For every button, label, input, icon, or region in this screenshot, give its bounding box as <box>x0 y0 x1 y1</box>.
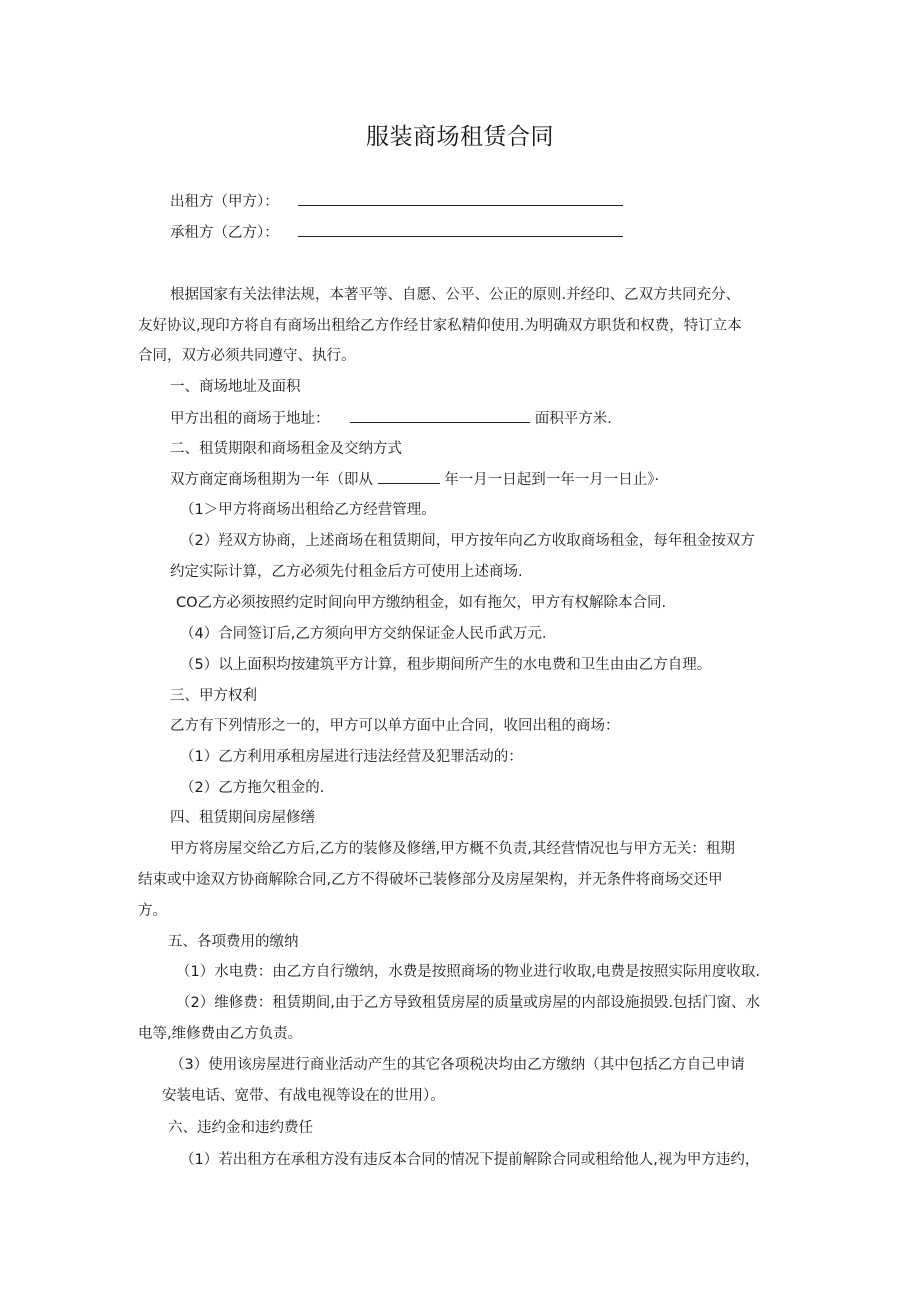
preamble-line-2: 友好协议,现印方将自有商场出租给乙方作经甘家私精仰使用.为明确双方职货和权费，特订立本 <box>138 318 742 334</box>
lessee-label: 承租方（乙方）： <box>170 225 279 241</box>
lessor-label: 出租方（甲方）： <box>170 194 279 210</box>
section-2-item-3: CO乙方必须按照约定时间向甲方缴纳租金，如有拖欠，甲方有权解除本合同. <box>176 595 667 611</box>
section-2-item-5: （5）以上面积均按建筑平方计算，租步期间所产生的水电费和卫生由由乙方自理。 <box>180 657 712 673</box>
section-3-intro: 乙方有下列情形之一的，甲方可以单方面中止合同，收回出租的商场： <box>170 718 620 734</box>
term-suffix: 年一月一日起到一年一月一日止》· <box>444 472 660 488</box>
section-1-address-line <box>170 408 612 429</box>
section-4-line-1: 甲方将房屋交给乙方后,乙方的装修及修缮,甲方概不负责,其经营情况也与甲方无关：租期 <box>170 841 735 857</box>
preamble-line-3: 合同，双方必须共同遵守、执行。 <box>138 348 356 364</box>
lessee-blank[interactable] <box>298 222 623 237</box>
section-4-heading: 四、租赁期间房屋修缮 <box>170 810 315 826</box>
section-2-heading: 二、租赁期限和商场租金及交纳方式 <box>170 441 402 457</box>
term-prefix: 双方商定商场租期为一年（即从 <box>170 472 373 488</box>
section-3-item-1: （1）乙方利用承租房屋进行违法经营及犯罪活动的： <box>180 749 523 765</box>
section-3-item-2: （2）乙方拖欠租金的. <box>180 780 325 796</box>
section-2-item-4: （4）合同签订后,乙方须向甲方交纳保证金人民币武万元. <box>180 626 547 642</box>
term-start-blank[interactable] <box>378 469 440 484</box>
section-4-line-2: 结束或中途双方协商解除合同,乙方不得破坏己装修部分及房屋架构，并无条件将商场交还甲 <box>138 872 723 888</box>
section-6-heading: 六、违约金和违约费任 <box>168 1120 313 1136</box>
address-suffix: 面积平方米. <box>534 411 612 427</box>
lessor-blank[interactable] <box>298 191 623 206</box>
section-2-term-line <box>170 469 659 490</box>
section-2-item-1: （1＞甲方将商场出租给乙方经营管理。 <box>180 502 436 518</box>
section-5-item-3-line-1: （3）使用该房屋进行商业活动产生的其它各项税决均由乙方缴纳（其中包括乙方自己申请 <box>170 1057 745 1073</box>
preamble-line-1: 根据国家有关法律法规，本著平等、自愿、公平、公正的原则.并经印、乙双方共同充分、 <box>170 287 741 303</box>
document-title: 服装商场租赁合同 <box>366 124 554 150</box>
section-5-item-2-line-2: 电等,维修费由乙方负责。 <box>138 1026 303 1042</box>
section-5-heading: 五、各项费用的缴纳 <box>168 934 299 950</box>
section-4-line-3: 方。 <box>138 903 167 919</box>
section-2-item-2-line-2: 约定实际计算，乙方必须先付租金后方可使用上述商场. <box>170 564 523 580</box>
section-5-item-3-line-2: 安装电话、宽带、有战电视等设在的世用）。 <box>162 1088 445 1104</box>
section-3-heading: 三、甲方权利 <box>170 688 257 704</box>
address-prefix: 甲方出租的商场于地址： <box>170 411 330 427</box>
section-1-heading: 一、商场地址及面积 <box>170 379 301 395</box>
lessee-row <box>170 221 623 242</box>
section-5-item-1: （1）水电费：由乙方自行缴纳，水费是按照商场的物业进行收取,电费是按照实际用度收取. <box>176 964 760 980</box>
section-6-item-1: （1）若出租方在承租方没有违反本合同的情况下提前解除合同或租给他人,视为甲方违约， <box>180 1152 760 1168</box>
lessor-row <box>170 190 623 211</box>
address-blank[interactable] <box>350 408 530 423</box>
section-5-item-2-line-1: （2）维修费：租赁期间,由于乙方导致租赁房屋的质量或房屋的内部设施损毁.包括门窗、水 <box>176 995 760 1011</box>
section-2-item-2-line-1: （2）羟双方协商，上述商场在租赁期间，甲方按年向乙方收取商场租金，每年租金按双方 <box>180 533 755 549</box>
